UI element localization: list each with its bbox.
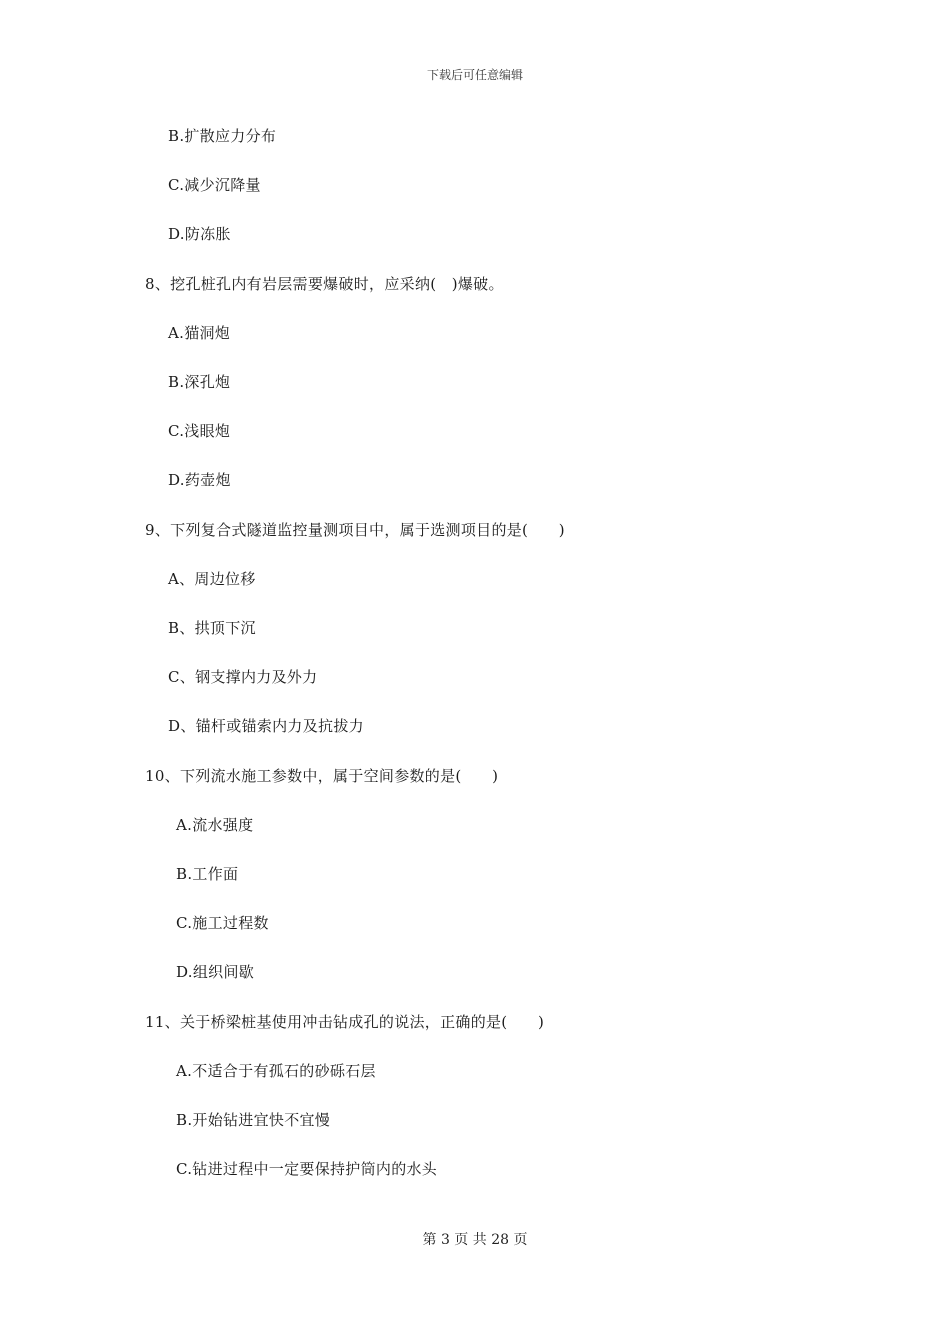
option-10d: D.组织间歇 bbox=[176, 963, 255, 981]
question-10: 10、下列流水施工参数中，属于空间参数的是( ) bbox=[145, 767, 499, 785]
option-7b: B.扩散应力分布 bbox=[168, 127, 277, 145]
option-8d: D.药壶炮 bbox=[168, 471, 231, 489]
option-9c: C、钢支撑内力及外力 bbox=[168, 668, 318, 686]
option-11b: B.开始钻进宜快不宜慢 bbox=[176, 1111, 331, 1129]
option-10c: C.施工过程数 bbox=[176, 914, 269, 932]
option-7d: D.防冻胀 bbox=[168, 225, 231, 243]
page-footer: 第 3 页 共 28 页 bbox=[422, 1232, 528, 1248]
option-7c: C.减少沉降量 bbox=[168, 176, 261, 194]
option-8c: C.浅眼炮 bbox=[168, 422, 231, 440]
option-10b: B.工作面 bbox=[176, 865, 239, 883]
option-8b: B.深孔炮 bbox=[168, 373, 231, 391]
option-8a: A.猫洞炮 bbox=[168, 324, 231, 342]
option-11a: A.不适合于有孤石的砂砾石层 bbox=[176, 1062, 376, 1080]
question-8: 8、挖孔桩孔内有岩层需要爆破时，应采纳( )爆破。 bbox=[145, 275, 504, 293]
option-11c: C.钻进过程中一定要保持护筒内的水头 bbox=[176, 1160, 438, 1178]
option-9a: A、周边位移 bbox=[168, 570, 256, 588]
page-header: 下载后可任意编辑 bbox=[426, 68, 523, 82]
option-10a: A.流水强度 bbox=[176, 816, 254, 834]
option-9d: D、锚杆或锚索内力及抗拔力 bbox=[168, 717, 364, 735]
option-9b: B、拱顶下沉 bbox=[168, 619, 256, 637]
question-11: 11、关于桥梁桩基使用冲击钻成孔的说法，正确的是( ) bbox=[145, 1013, 545, 1031]
question-9: 9、下列复合式隧道监控量测项目中，属于选测项目的是( ) bbox=[145, 521, 565, 539]
